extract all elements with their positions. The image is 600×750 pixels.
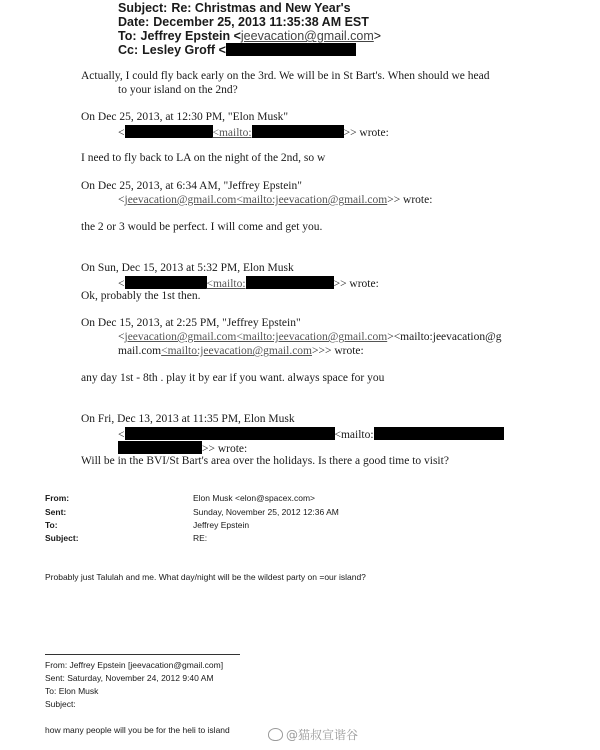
redaction-bar [125,427,335,440]
redaction-bar [125,125,213,138]
redaction-bar [125,276,207,289]
quote1-address-line [118,125,389,139]
quote1-mailto-link[interactable]: <mailto: [212,127,252,139]
quote3-address-line [118,276,379,290]
msg2-from-label: From: [45,493,70,503]
cc-label: Cc: [118,43,139,57]
reply1-line1: Actually, I could fly back early on the 3rd. We will be in St Bart's. When should we head [81,70,490,82]
quote4-mid: ><mailto:jeevacation@g [387,331,502,343]
msg3-subject: Subject: [45,699,76,709]
header-subject [118,1,351,15]
quote3-lt: < [118,278,125,290]
redaction-bar [226,43,356,56]
quote4-mailto-link[interactable]: <mailto:jeevacation@gmail.com [236,331,388,343]
subject-label: Subject: [118,1,168,15]
quote2-header: On Dec 25, 2013, at 6:34 AM, "Jeffrey Epstein" [81,180,302,192]
quote4-body: any day 1st - 8th . play it by ear if you want. always space for you [81,372,385,384]
weibo-icon [268,728,283,741]
quote4-lt: < [118,331,125,343]
quote2-address-line [118,194,432,206]
quote4-address-line2 [118,345,364,357]
msg2-from: Elon Musk <elon@spacex.com> [193,493,316,503]
msg2-sent-label: Sent: [45,507,67,517]
quote1-header: On Dec 25, 2013, at 12:30 PM, "Elon Musk" [81,111,289,123]
quote2-lt: < [118,194,125,206]
to-end: > [373,29,382,43]
quote5-wrote: >> wrote: [202,443,248,455]
watermark-text: @猫叔宣谐谷 [286,728,359,742]
msg2-body: Probably just Talulah and me. What day/night will be the wildest party on =our island? [45,572,366,582]
quote4-header: On Dec 15, 2013, at 2:25 PM, "Jeffrey Epstein" [81,317,301,329]
msg2-to: Jeffrey Epstein [193,520,250,530]
msg3-from: From: Jeffrey Epstein [jeevacation@gmail.com] [45,660,224,670]
quote1-wrote: >> wrote: [343,127,389,139]
header-to [118,29,381,43]
redaction-bar [252,125,344,138]
subject-value: Re: Christmas and New Year's [171,1,351,15]
watermark [268,726,358,743]
quote4-cont: mail.com [118,345,162,357]
quote2-body: the 2 or 3 would be perfect. I will come and get you. [81,221,323,233]
reply1-line2: to your island on the 2nd? [118,84,238,96]
msg3-to: To: Elon Musk [45,686,99,696]
quote3-body: Ok, probably the 1st then. [81,290,201,302]
redaction-bar [118,441,202,454]
quote2-email-link[interactable]: jeevacation@gmail.com [124,194,237,206]
header-date [118,15,369,29]
quote3-header: On Sun, Dec 15, 2013 at 5:32 PM, Elon Musk [81,262,294,274]
quote5-mailto: <mailto: [334,429,374,441]
quote3-mailto-link[interactable]: <mailto: [206,278,246,290]
msg2-subject: RE: [193,533,208,543]
quote5-lt: < [118,429,125,441]
to-name: Jeffrey Epstein < [140,29,241,43]
quote5-address-line1 [118,427,504,441]
msg3-sent: Sent: Saturday, November 24, 2012 9:40 AM [45,673,214,683]
msg3-body: how many people will you be for the heli to island [45,725,230,735]
date-value: December 25, 2013 11:35:38 AM EST [153,15,369,29]
quote4-wrote: >>> wrote: [312,345,364,357]
msg2-sent: Sunday, November 25, 2012 12:36 AM [193,507,339,517]
redaction-bar [374,427,504,440]
msg2-subject-label: Subject: [45,533,79,543]
quote2-wrote: >> wrote: [387,194,433,206]
quote4-address-line1 [118,331,501,343]
to-label: To: [118,29,137,43]
quote5-header: On Fri, Dec 13, 2013 at 11:35 PM, Elon Musk [81,413,295,425]
quote5-body: Will be in the BVI/St Bart's area over the holidays. Is there a good time to visit? [81,455,449,467]
quote2-mailto-link[interactable]: <mailto:jeevacation@gmail.com [236,194,388,206]
to-email-link[interactable]: jeevacation@gmail.com [240,29,374,43]
quote4-email-link[interactable]: jeevacation@gmail.com [124,331,237,343]
date-label: Date: [118,15,150,29]
quote5-address-line2 [118,441,247,455]
quote3-wrote: >> wrote: [333,278,379,290]
msg2-to-label: To: [45,520,58,530]
divider [45,654,240,655]
quote1-body: I need to fly back to LA on the night of the 2nd, so w [81,152,326,164]
header-cc [118,43,356,57]
quote1-lt: < [118,127,125,139]
cc-name: Lesley Groff < [142,43,226,57]
redaction-bar [246,276,334,289]
quote4-mailto2-link[interactable]: <mailto:jeevacation@gmail.com [161,345,313,357]
